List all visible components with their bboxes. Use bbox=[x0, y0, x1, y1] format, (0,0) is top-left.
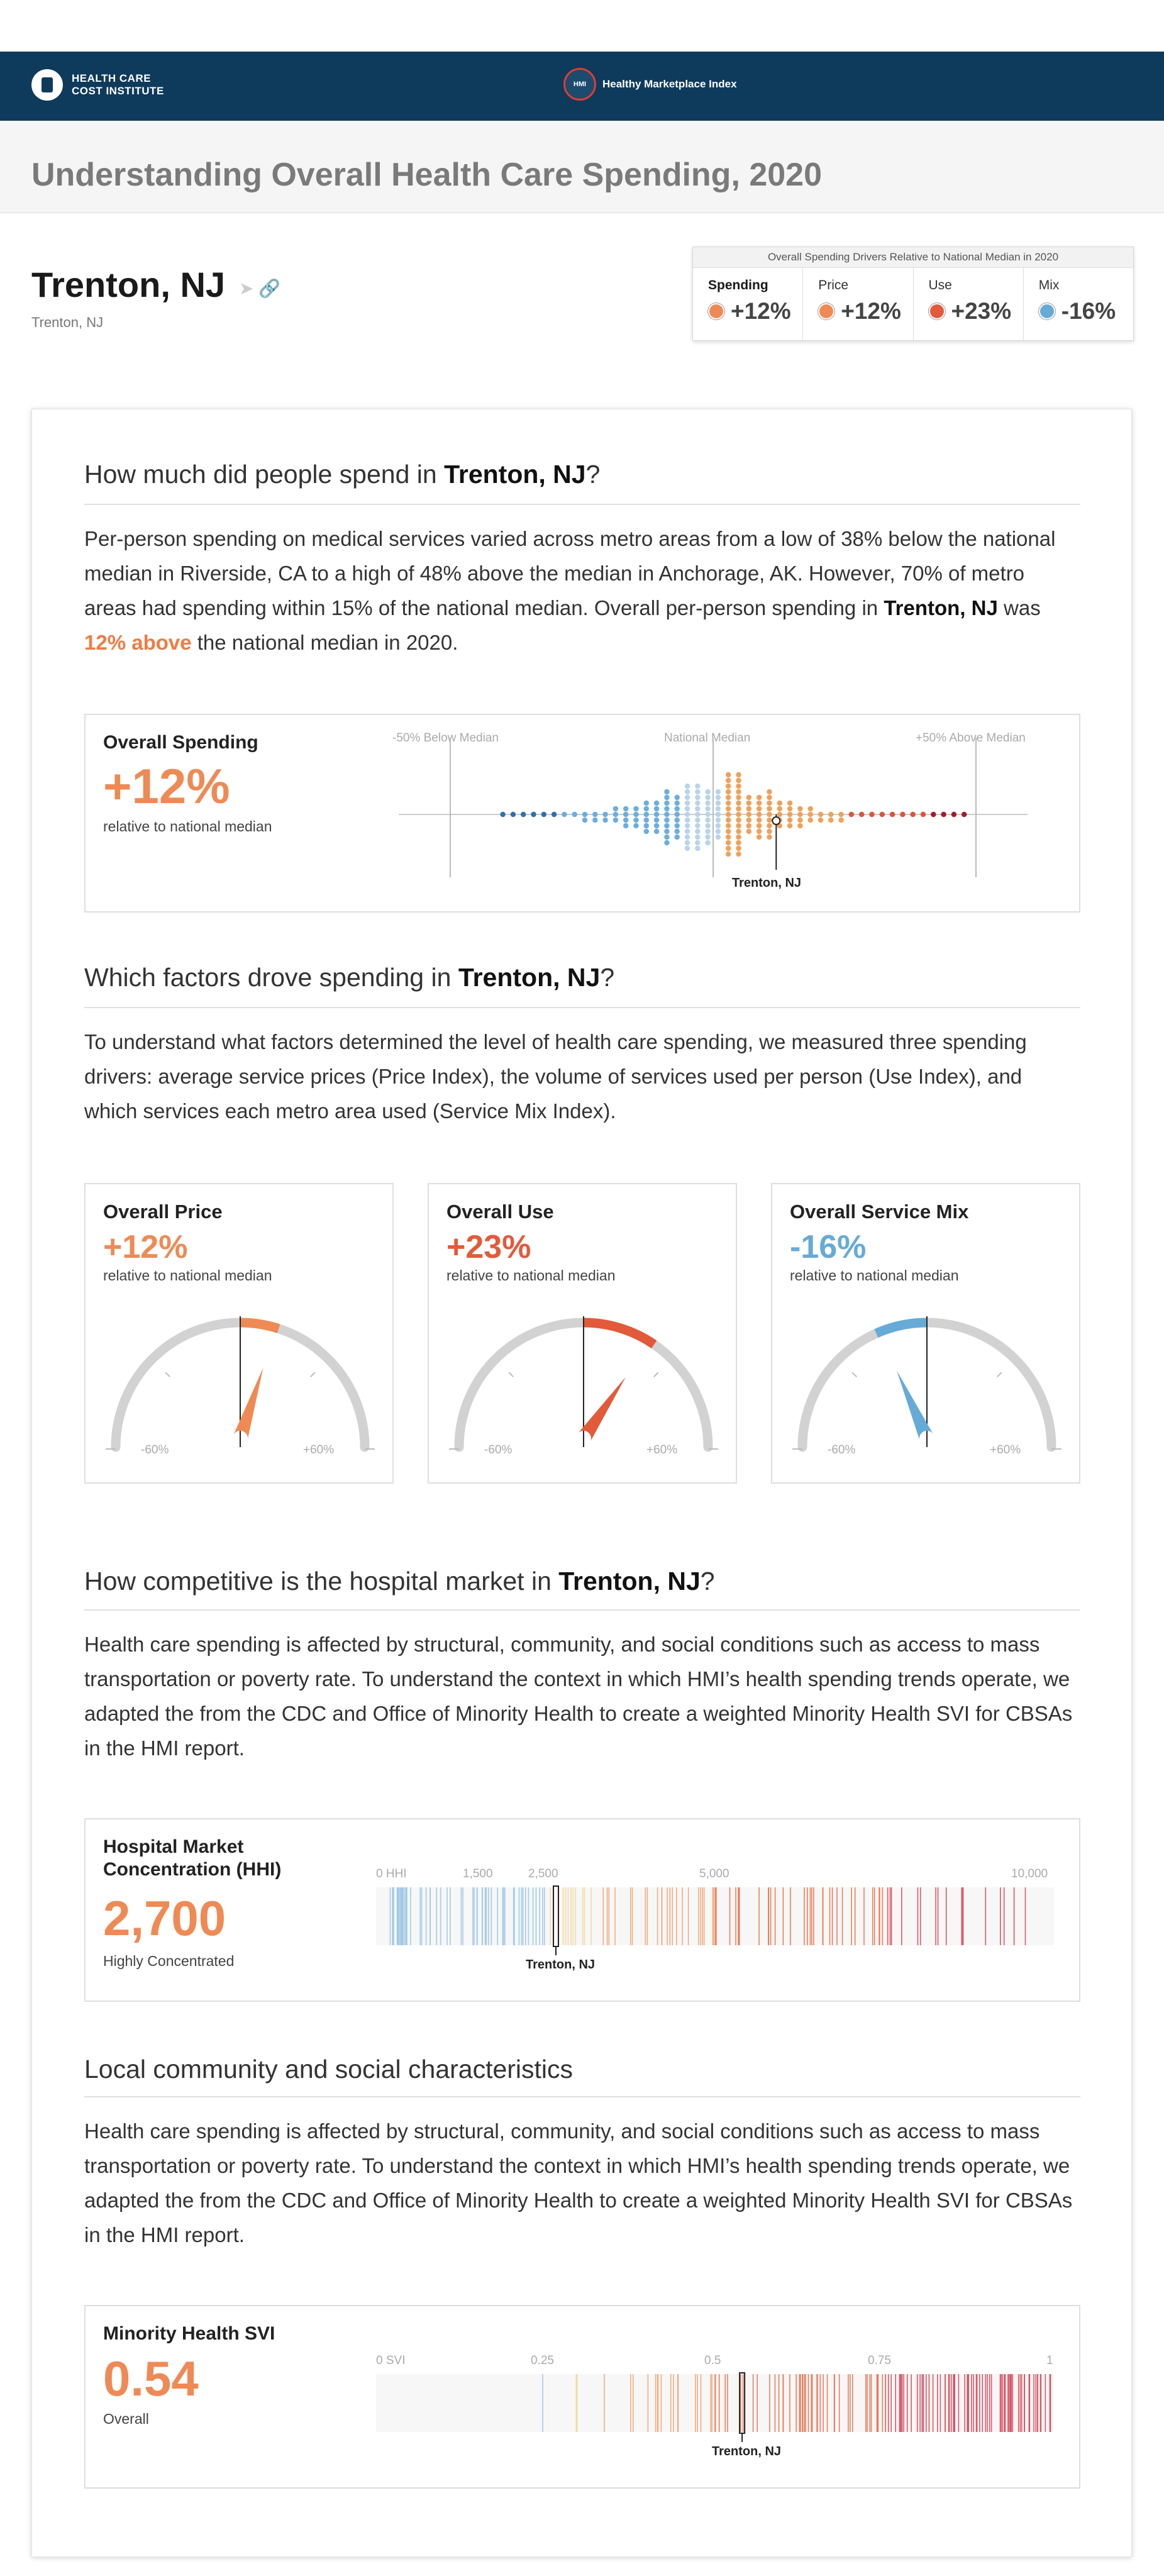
share-icon[interactable]: ➤ bbox=[239, 279, 254, 298]
beeswarm-dot bbox=[602, 812, 607, 817]
section-community-paragraph: Health care spending is affected by structural, community, and social conditions such as access to mass transportation or poverty rate. To understand the context in which HMI’s health spending trends operate, we adapted the from the CDC and Office of Minority Health to create a weighted Minority Health SVI for CBSAs in the HMI report. bbox=[84, 2119, 1073, 2246]
beeswarm-dot bbox=[838, 818, 843, 823]
gauge-max-label: +60% bbox=[303, 1443, 335, 1457]
beeswarm-dot bbox=[695, 835, 700, 840]
marker-label: Trenton, NJ bbox=[712, 2445, 782, 2458]
beeswarm-dot bbox=[716, 795, 721, 800]
beeswarm-dot bbox=[746, 829, 751, 834]
beeswarm-dot bbox=[716, 829, 721, 834]
divider bbox=[84, 1609, 1080, 1611]
driver-value: +12% bbox=[731, 298, 791, 324]
beeswarm-dot bbox=[602, 818, 607, 823]
beeswarm-dot bbox=[726, 846, 731, 851]
driver-price bbox=[802, 268, 912, 341]
gauge-title: Overall Use bbox=[446, 1201, 554, 1223]
beeswarm-dot bbox=[685, 784, 690, 789]
section-factors-title: Which factors drove spending in Trenton, NJ? bbox=[84, 963, 615, 992]
spending-dot-icon bbox=[708, 303, 724, 319]
beeswarm-dot bbox=[767, 829, 772, 834]
beeswarm-dot bbox=[757, 835, 762, 840]
card-title: Overall Spending bbox=[103, 732, 258, 753]
driver-value: +12% bbox=[841, 298, 901, 324]
beeswarm-dot bbox=[664, 789, 669, 794]
beeswarm-dot bbox=[757, 823, 762, 828]
beeswarm-dot bbox=[654, 829, 659, 834]
card-title: Minority Health SVI bbox=[103, 2323, 275, 2344]
beeswarm-dot bbox=[613, 812, 618, 817]
gauge-needle bbox=[897, 1370, 934, 1441]
beeswarm-dot bbox=[541, 812, 546, 817]
beeswarm-dot bbox=[869, 812, 874, 817]
beeswarm-dot bbox=[521, 812, 526, 817]
beeswarm-dot bbox=[808, 818, 813, 823]
tick-label: 10,000 bbox=[1011, 1867, 1048, 1880]
beeswarm-dot bbox=[675, 829, 680, 834]
beeswarm-dot bbox=[562, 812, 567, 817]
beeswarm-dot bbox=[818, 818, 823, 823]
beeswarm-dot bbox=[951, 812, 956, 817]
beeswarm-dot bbox=[685, 795, 690, 800]
tick-label: 0.75 bbox=[868, 2354, 891, 2367]
beeswarm-dot bbox=[726, 835, 731, 840]
beeswarm-dot bbox=[777, 812, 782, 817]
tick-label: 0 SVI bbox=[376, 2354, 406, 2367]
tick-label: 1,500 bbox=[463, 1867, 493, 1880]
beeswarm-dot bbox=[828, 812, 833, 817]
beeswarm-dot bbox=[767, 801, 772, 806]
beeswarm-dot bbox=[705, 829, 710, 834]
beeswarm-dot bbox=[797, 823, 802, 828]
section-hospital-title: How competitive is the hospital market in Trenton, NJ? bbox=[84, 1567, 715, 1596]
driver-label: Spending bbox=[708, 278, 768, 292]
gauge-tick bbox=[654, 1372, 658, 1377]
overall-spending-value: +12% bbox=[103, 758, 230, 814]
gauge-min-label: -60% bbox=[484, 1443, 513, 1457]
gauge-needle bbox=[577, 1377, 626, 1443]
beeswarm-dot bbox=[695, 789, 700, 794]
page-title: Understanding Overall Health Care Spending, 2020 bbox=[31, 157, 823, 193]
beeswarm-dot bbox=[931, 812, 936, 817]
link-icon[interactable]: 🔗 bbox=[258, 279, 281, 298]
beeswarm-dot bbox=[705, 789, 710, 794]
beeswarm-dot bbox=[736, 846, 741, 851]
svi-value: 0.54 bbox=[103, 2351, 199, 2406]
divider bbox=[84, 504, 1080, 505]
beeswarm-dot bbox=[797, 806, 802, 811]
beeswarm-dot bbox=[705, 812, 710, 817]
beeswarm-dot bbox=[808, 806, 813, 811]
beeswarm-dot bbox=[726, 778, 731, 783]
beeswarm-dot bbox=[736, 789, 741, 794]
beeswarm-dot bbox=[787, 806, 792, 811]
beeswarm-dot bbox=[685, 823, 690, 828]
beeswarm-dot bbox=[726, 840, 731, 845]
beeswarm-dot bbox=[644, 818, 649, 823]
section-factors-paragraph: To understand what factors determined the level of health care spending, we measured three spending drivers: average service prices (Price Index), the volume of services used per person (Use Index), and which services each metro area used (Service Mix Index). bbox=[84, 1030, 1027, 1123]
beeswarm-dot bbox=[736, 801, 741, 806]
use-dot-icon bbox=[929, 303, 945, 319]
beeswarm-dot bbox=[746, 806, 751, 811]
beeswarm-dot bbox=[664, 840, 669, 845]
beeswarm-dot bbox=[685, 789, 690, 794]
beeswarm-dot bbox=[746, 812, 751, 817]
beeswarm-dot bbox=[736, 772, 741, 777]
gauge-card-use bbox=[428, 1183, 737, 1484]
beeswarm-dot bbox=[736, 852, 741, 857]
section-spend-title: How much did people spend in Trenton, NJ? bbox=[84, 460, 601, 489]
beeswarm-dot bbox=[633, 823, 638, 828]
beeswarm-dot bbox=[613, 818, 618, 823]
beeswarm-dot bbox=[695, 795, 700, 800]
beeswarm-dot bbox=[685, 846, 690, 851]
beeswarm-dot bbox=[767, 806, 772, 811]
gauge-value: -16% bbox=[790, 1229, 867, 1265]
overall-spending-card bbox=[84, 714, 1080, 913]
beeswarm-dot bbox=[818, 812, 823, 817]
beeswarm-dot bbox=[726, 789, 731, 794]
beeswarm-dot bbox=[767, 795, 772, 800]
beeswarm-dot bbox=[685, 829, 690, 834]
beeswarm-dot bbox=[705, 795, 710, 800]
beeswarm-dot bbox=[880, 812, 885, 817]
marker-label: Trenton, NJ bbox=[526, 1958, 596, 1972]
hmi-logo[interactable] bbox=[563, 68, 737, 101]
beeswarm-dot bbox=[664, 829, 669, 834]
beeswarm-dot bbox=[675, 835, 680, 840]
beeswarm-dot bbox=[828, 818, 833, 823]
beeswarm-dot bbox=[644, 823, 649, 828]
beeswarm-dot bbox=[582, 812, 587, 817]
beeswarm-dot bbox=[716, 823, 721, 828]
beeswarm-dot bbox=[726, 806, 731, 811]
beeswarm-dot bbox=[685, 812, 690, 817]
gauge-subtitle: relative to national median bbox=[103, 1267, 272, 1284]
beeswarm-dot bbox=[849, 812, 854, 817]
card-subtitle: Overall bbox=[103, 2411, 149, 2427]
beeswarm-dot bbox=[675, 812, 680, 817]
beeswarm-dot bbox=[757, 795, 762, 800]
beeswarm-dot bbox=[644, 801, 649, 806]
beeswarm-dot bbox=[705, 840, 710, 845]
gauge-value-arc bbox=[876, 1323, 927, 1333]
driver-value: +23% bbox=[951, 298, 1012, 324]
beeswarm-dot bbox=[705, 801, 710, 806]
beeswarm-dot bbox=[767, 789, 772, 794]
hcci-logo-icon bbox=[31, 69, 63, 101]
gauge-card-price bbox=[84, 1183, 394, 1484]
beeswarm-dot bbox=[757, 829, 762, 834]
tick-label: 5,000 bbox=[699, 1867, 729, 1880]
beeswarm-dot bbox=[757, 806, 762, 811]
beeswarm-dot bbox=[757, 812, 762, 817]
hmi-title: Healthy Marketplace Index bbox=[602, 78, 737, 90]
beeswarm-dot bbox=[592, 812, 597, 817]
beeswarm-dot bbox=[757, 801, 762, 806]
beeswarm-dot bbox=[675, 818, 680, 823]
beeswarm-dot bbox=[644, 829, 649, 834]
drivers-box-title: Overall Spending Drivers Relative to National Median in 2020 bbox=[693, 247, 1133, 268]
beeswarm-dot bbox=[746, 823, 751, 828]
hmi-badge-icon: HMI bbox=[563, 68, 596, 101]
top-bar bbox=[0, 52, 1164, 121]
org-name-line1: HEALTH CARE bbox=[72, 72, 152, 84]
price-gauge bbox=[86, 1184, 395, 1485]
beeswarm-dot bbox=[777, 806, 782, 811]
gauge-subtitle: relative to national median bbox=[446, 1267, 616, 1284]
use-gauge bbox=[429, 1184, 738, 1485]
beeswarm-dot bbox=[592, 818, 597, 823]
beeswarm-dot bbox=[705, 835, 710, 840]
beeswarm-dot bbox=[695, 784, 700, 789]
beeswarm-dot bbox=[726, 801, 731, 806]
beeswarm-dot bbox=[633, 806, 638, 811]
beeswarm-dot bbox=[736, 840, 741, 845]
beeswarm-dot bbox=[685, 806, 690, 811]
mix-dot-icon bbox=[1039, 303, 1055, 319]
gauge-needle bbox=[233, 1368, 263, 1441]
beeswarm-dot bbox=[736, 829, 741, 834]
beeswarm-dot bbox=[736, 778, 741, 783]
driver-label: Mix bbox=[1038, 278, 1060, 292]
beeswarm-dot bbox=[726, 829, 731, 834]
marker-label: Trenton, NJ bbox=[732, 876, 802, 890]
page-title-bar bbox=[0, 121, 1164, 213]
beeswarm-dot bbox=[767, 823, 772, 828]
beeswarm-dot bbox=[808, 812, 813, 817]
divider bbox=[84, 2096, 1080, 2097]
beeswarm-dot bbox=[921, 812, 926, 817]
gauge-value: +12% bbox=[103, 1229, 188, 1265]
beeswarm-dot bbox=[664, 806, 669, 811]
driver-use bbox=[913, 268, 1023, 341]
main-content-card bbox=[31, 409, 1132, 2557]
beeswarm-dot bbox=[685, 840, 690, 845]
beeswarm-dot bbox=[552, 812, 557, 817]
gauge-tick bbox=[311, 1372, 315, 1377]
beeswarm-dot bbox=[797, 812, 802, 817]
beeswarm-dot bbox=[767, 835, 772, 840]
driver-spending bbox=[693, 268, 802, 341]
beeswarm-dot bbox=[797, 818, 802, 823]
beeswarm-dot bbox=[531, 812, 536, 817]
gauge-title: Overall Service Mix bbox=[790, 1201, 969, 1223]
gauge-tick bbox=[509, 1372, 513, 1377]
gauge-max-label: +60% bbox=[990, 1443, 1021, 1457]
beeswarm-dot bbox=[695, 818, 700, 823]
beeswarm-dot bbox=[716, 806, 721, 811]
driver-label: Price bbox=[818, 278, 849, 292]
beeswarm-dot bbox=[613, 806, 618, 811]
beeswarm-dot bbox=[664, 823, 669, 828]
city-actions bbox=[239, 278, 280, 299]
gauge-value: +23% bbox=[446, 1229, 531, 1265]
axis-label-median: National Median bbox=[664, 731, 751, 745]
beeswarm-dot bbox=[736, 795, 741, 800]
beeswarm-dot bbox=[716, 812, 721, 817]
gauge-card-mix bbox=[771, 1183, 1080, 1484]
beeswarm-dot bbox=[962, 812, 967, 817]
city-title: Trenton, NJ bbox=[31, 265, 226, 304]
beeswarm-dot bbox=[716, 801, 721, 806]
tick-label: 0 HHI bbox=[376, 1867, 407, 1880]
beeswarm-dot bbox=[757, 818, 762, 823]
beeswarm-dot bbox=[695, 801, 700, 806]
hhi-value: 2,700 bbox=[103, 1890, 226, 1946]
beeswarm-dot bbox=[736, 818, 741, 823]
beeswarm-dot bbox=[633, 818, 638, 823]
beeswarm-dot bbox=[654, 823, 659, 828]
beeswarm-dot bbox=[736, 823, 741, 828]
beeswarm-dot bbox=[911, 812, 916, 817]
beeswarm-dot bbox=[664, 801, 669, 806]
gauge-tick bbox=[852, 1372, 856, 1377]
beeswarm-dot bbox=[787, 818, 792, 823]
gauge-subtitle: relative to national median bbox=[790, 1267, 959, 1284]
tick-label: 1 bbox=[1046, 2354, 1053, 2367]
beeswarm-dot bbox=[900, 812, 905, 817]
beeswarm-dot bbox=[705, 818, 710, 823]
beeswarm-dot bbox=[859, 812, 864, 817]
beeswarm-dot bbox=[726, 812, 731, 817]
beeswarm-dot bbox=[633, 812, 638, 817]
driver-label: Use bbox=[928, 278, 952, 292]
beeswarm-dot bbox=[736, 806, 741, 811]
beeswarm-dot bbox=[685, 835, 690, 840]
divider bbox=[84, 1007, 1080, 1008]
spending-drivers-box bbox=[692, 247, 1134, 341]
gauge-value-arc bbox=[240, 1323, 279, 1329]
beeswarm-dot bbox=[675, 823, 680, 828]
card-subtitle: Highly Concentrated bbox=[103, 1953, 235, 1969]
spending-beeswarm-chart bbox=[86, 715, 1082, 914]
beeswarm-dot bbox=[664, 795, 669, 800]
beeswarm-dot bbox=[787, 801, 792, 806]
beeswarm-dot bbox=[726, 823, 731, 828]
beeswarm-dot bbox=[746, 818, 751, 823]
city-subtitle: Trenton, NJ bbox=[31, 314, 104, 330]
section-spend-paragraph: Per-person spending on medical services varied across metro areas from a low of 38% below the national median in Riverside, CA to a high of 48% above the median in Anchorage, AK. However, 70% of metro areas had spending within 15% of the national median. Overall per-person spending in Trenton, NJ was 12% above the national median in 2020. bbox=[84, 527, 1056, 654]
gauge-title: Overall Price bbox=[103, 1201, 223, 1223]
beeswarm-dot bbox=[726, 795, 731, 800]
gauge-tick bbox=[165, 1372, 170, 1377]
hhi-strip-chart bbox=[86, 1819, 1082, 2003]
beeswarm-dot bbox=[716, 818, 721, 823]
beeswarm-dot bbox=[736, 835, 741, 840]
beeswarm-dot bbox=[777, 801, 782, 806]
gauge-min-label: -60% bbox=[141, 1443, 169, 1457]
beeswarm-dot bbox=[767, 818, 772, 823]
org-name-line2: COST INSTITUTE bbox=[72, 85, 164, 97]
beeswarm-dot bbox=[746, 795, 751, 800]
beeswarm-dot bbox=[675, 795, 680, 800]
mix-gauge bbox=[772, 1184, 1082, 1485]
beeswarm-dot bbox=[511, 812, 516, 817]
driver-mix bbox=[1023, 268, 1133, 341]
beeswarm-dot bbox=[726, 852, 731, 857]
beeswarm-dot bbox=[941, 812, 946, 817]
beeswarm-dot bbox=[695, 806, 700, 811]
beeswarm-dot bbox=[736, 812, 741, 817]
tick-label: 0.25 bbox=[531, 2354, 554, 2367]
price-dot-icon bbox=[818, 303, 834, 319]
beeswarm-dot bbox=[716, 835, 721, 840]
beeswarm-dot bbox=[726, 818, 731, 823]
card-title: Hospital Market Concentration (HHI) bbox=[103, 1836, 282, 1880]
beeswarm-dot bbox=[787, 823, 792, 828]
beeswarm-dot bbox=[654, 812, 659, 817]
beeswarm-dot bbox=[623, 818, 628, 823]
beeswarm-dot bbox=[623, 812, 628, 817]
beeswarm-dot bbox=[695, 840, 700, 845]
beeswarm-dot bbox=[695, 829, 700, 834]
section-community-title: Local community and social characteristics bbox=[84, 2055, 574, 2084]
tick-label: 0.5 bbox=[704, 2354, 721, 2367]
axis-label-above: +50% Above Median bbox=[916, 731, 1026, 745]
beeswarm-dot bbox=[664, 818, 669, 823]
beeswarm-dot bbox=[623, 806, 628, 811]
section-hospital-paragraph: Health care spending is affected by structural, community, and social conditions such as access to mass transportation or poverty rate. To understand the context in which HMI’s health spending trends operate, we adapted the from the CDC and Office of Minority Health to create a weighted Minority Health SVI for CBSAs in the HMI report. bbox=[84, 1633, 1073, 1760]
gauge-max-label: +60% bbox=[646, 1443, 678, 1457]
beeswarm-dot bbox=[726, 784, 731, 789]
card-subtitle: relative to national median bbox=[103, 818, 272, 835]
driver-value: -16% bbox=[1061, 298, 1116, 324]
gauge-value-arc bbox=[584, 1323, 654, 1345]
beeswarm-dot bbox=[644, 806, 649, 811]
axis-label-below: -50% Below Median bbox=[392, 731, 499, 745]
beeswarm-dot bbox=[695, 823, 700, 828]
gauge-tick bbox=[997, 1372, 1002, 1377]
beeswarm-dot bbox=[736, 784, 741, 789]
beeswarm-dot bbox=[705, 823, 710, 828]
svi-card bbox=[84, 2305, 1080, 2489]
beeswarm-dot bbox=[838, 812, 843, 817]
beeswarm-dot bbox=[654, 806, 659, 811]
beeswarm-dot bbox=[623, 823, 628, 828]
beeswarm-dot bbox=[685, 801, 690, 806]
hhi-card bbox=[84, 1818, 1080, 2002]
beeswarm-dot bbox=[695, 846, 700, 851]
beeswarm-dot bbox=[644, 812, 649, 817]
beeswarm-dot bbox=[716, 789, 721, 794]
svi-strip-chart bbox=[86, 2306, 1082, 2490]
beeswarm-dot bbox=[726, 772, 731, 777]
beeswarm-dot bbox=[695, 812, 700, 817]
hcci-logo[interactable] bbox=[31, 69, 164, 101]
beeswarm-dot bbox=[767, 812, 772, 817]
beeswarm-dot bbox=[500, 812, 505, 817]
beeswarm-dot bbox=[705, 806, 710, 811]
beeswarm-dot bbox=[664, 812, 669, 817]
beeswarm-dot bbox=[675, 801, 680, 806]
beeswarm-dot bbox=[654, 818, 659, 823]
beeswarm-marker-dot bbox=[772, 817, 780, 824]
gauge-min-label: -60% bbox=[828, 1443, 856, 1457]
beeswarm-dot bbox=[685, 818, 690, 823]
beeswarm-dot bbox=[890, 812, 895, 817]
tick-label: 2,500 bbox=[528, 1867, 558, 1880]
beeswarm-dot bbox=[675, 806, 680, 811]
beeswarm-dot bbox=[664, 835, 669, 840]
beeswarm-dot bbox=[787, 812, 792, 817]
beeswarm-dot bbox=[582, 818, 587, 823]
beeswarm-dot bbox=[654, 801, 659, 806]
beeswarm-dot bbox=[572, 812, 577, 817]
beeswarm-dot bbox=[746, 801, 751, 806]
